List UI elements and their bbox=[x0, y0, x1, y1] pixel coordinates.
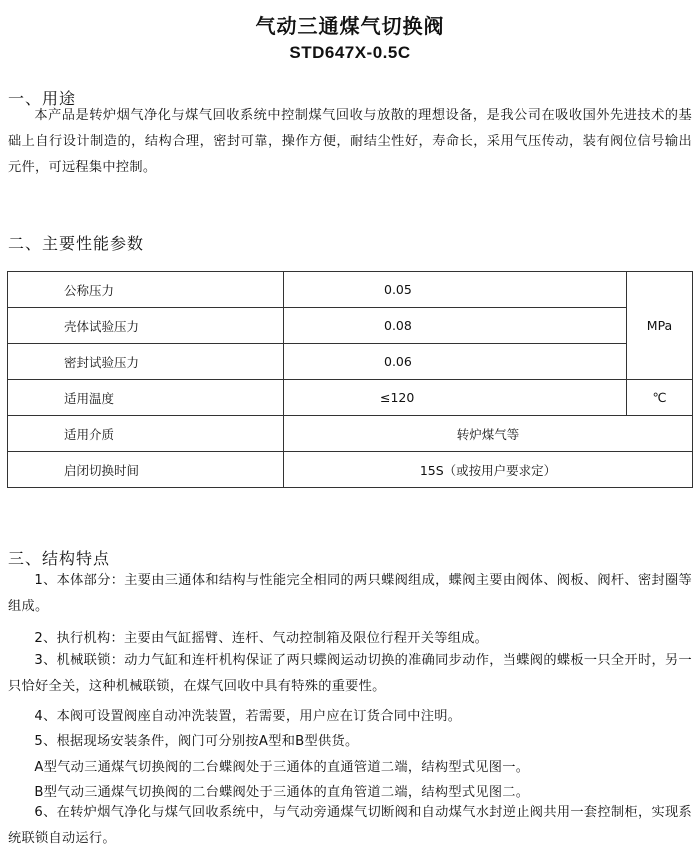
structure-item: 1、本体部分：主要由三通体和结构与性能完全相同的两只蝶阀组成，蝶阀主要由阀体、阀板、阀杆、密封圈等组成。 bbox=[8, 573, 692, 614]
usage-paragraph: 本产品是转炉烟气净化与煤气回收系统中控制煤气回收与放散的理想设备，是我公司在吸收国外先进技术的基础上自行设计制造的，结构合理，密封可靠，操作方便，耐结尘性好，寿命长，采用气压传动，装有阀位信号输出元件，可远程集中控制。 bbox=[8, 108, 692, 175]
table-row bbox=[8, 452, 693, 488]
structure-item: A型气动三通煤气切换阀的二台蝶阀处于三通体的直通管道二端，结构型式见图一。 bbox=[34, 760, 530, 775]
structure-item: 2、执行机构：主要由气缸摇臂、连杆、气动控制箱及限位行程开关等组成。 bbox=[34, 631, 489, 646]
param-value: 0.08 bbox=[284, 308, 627, 344]
param-value: 15S（或按用户要求定） bbox=[284, 452, 693, 488]
structure-item: 6、在转炉烟气净化与煤气回收系统中，与气动旁通煤气切断阀和自动煤气水封逆止阀共用一套控制柜，实现系统联锁自动运行。 bbox=[8, 805, 692, 846]
param-value: 0.05 bbox=[284, 272, 627, 308]
param-value: ≤120 bbox=[284, 380, 627, 416]
parameters-table bbox=[7, 271, 693, 488]
param-value: 转炉煤气等 bbox=[284, 416, 693, 452]
structure-item: B型气动三通煤气切换阀的二台蝶阀处于三通体的直角管道二端，结构型式见图二。 bbox=[34, 785, 530, 800]
param-label: 密封试验压力 bbox=[8, 344, 284, 380]
param-label: 壳体试验压力 bbox=[8, 308, 284, 344]
structure-item: 4、本阀可设置阀座自动冲洗装置，若需要，用户应在订货合同中注明。 bbox=[34, 709, 462, 724]
section-heading-structure: 三、结构特点 bbox=[8, 549, 111, 568]
section-heading-usage: 一、用途 bbox=[8, 89, 77, 108]
table-row bbox=[8, 344, 693, 380]
param-label: 启闭切换时间 bbox=[8, 452, 284, 488]
temperature-unit: ℃ bbox=[627, 380, 693, 416]
table-row bbox=[8, 272, 693, 308]
table-row bbox=[8, 380, 693, 416]
param-value: 0.06 bbox=[284, 344, 627, 380]
section-heading-parameters: 二、主要性能参数 bbox=[8, 234, 145, 253]
table-row bbox=[8, 308, 693, 344]
pressure-unit: MPa bbox=[627, 272, 693, 380]
structure-item: 5、根据现场安装条件，阀门可分别按A型和B型供货。 bbox=[34, 734, 359, 749]
table-row bbox=[8, 416, 693, 452]
structure-item: 3、机械联锁：动力气缸和连杆机构保证了两只蝶阀运动切换的准确同步动作，当蝶阀的蝶板一只全开时，另一只恰好全关，这种机械联锁，在煤气回收中具有特殊的重要性。 bbox=[8, 653, 692, 694]
param-label: 公称压力 bbox=[8, 272, 284, 308]
model-number: STD647X-0.5C bbox=[289, 43, 411, 62]
param-label: 适用介质 bbox=[8, 416, 284, 452]
page-title: 气动三通煤气切换阀 bbox=[255, 14, 445, 38]
param-label: 适用温度 bbox=[8, 380, 284, 416]
